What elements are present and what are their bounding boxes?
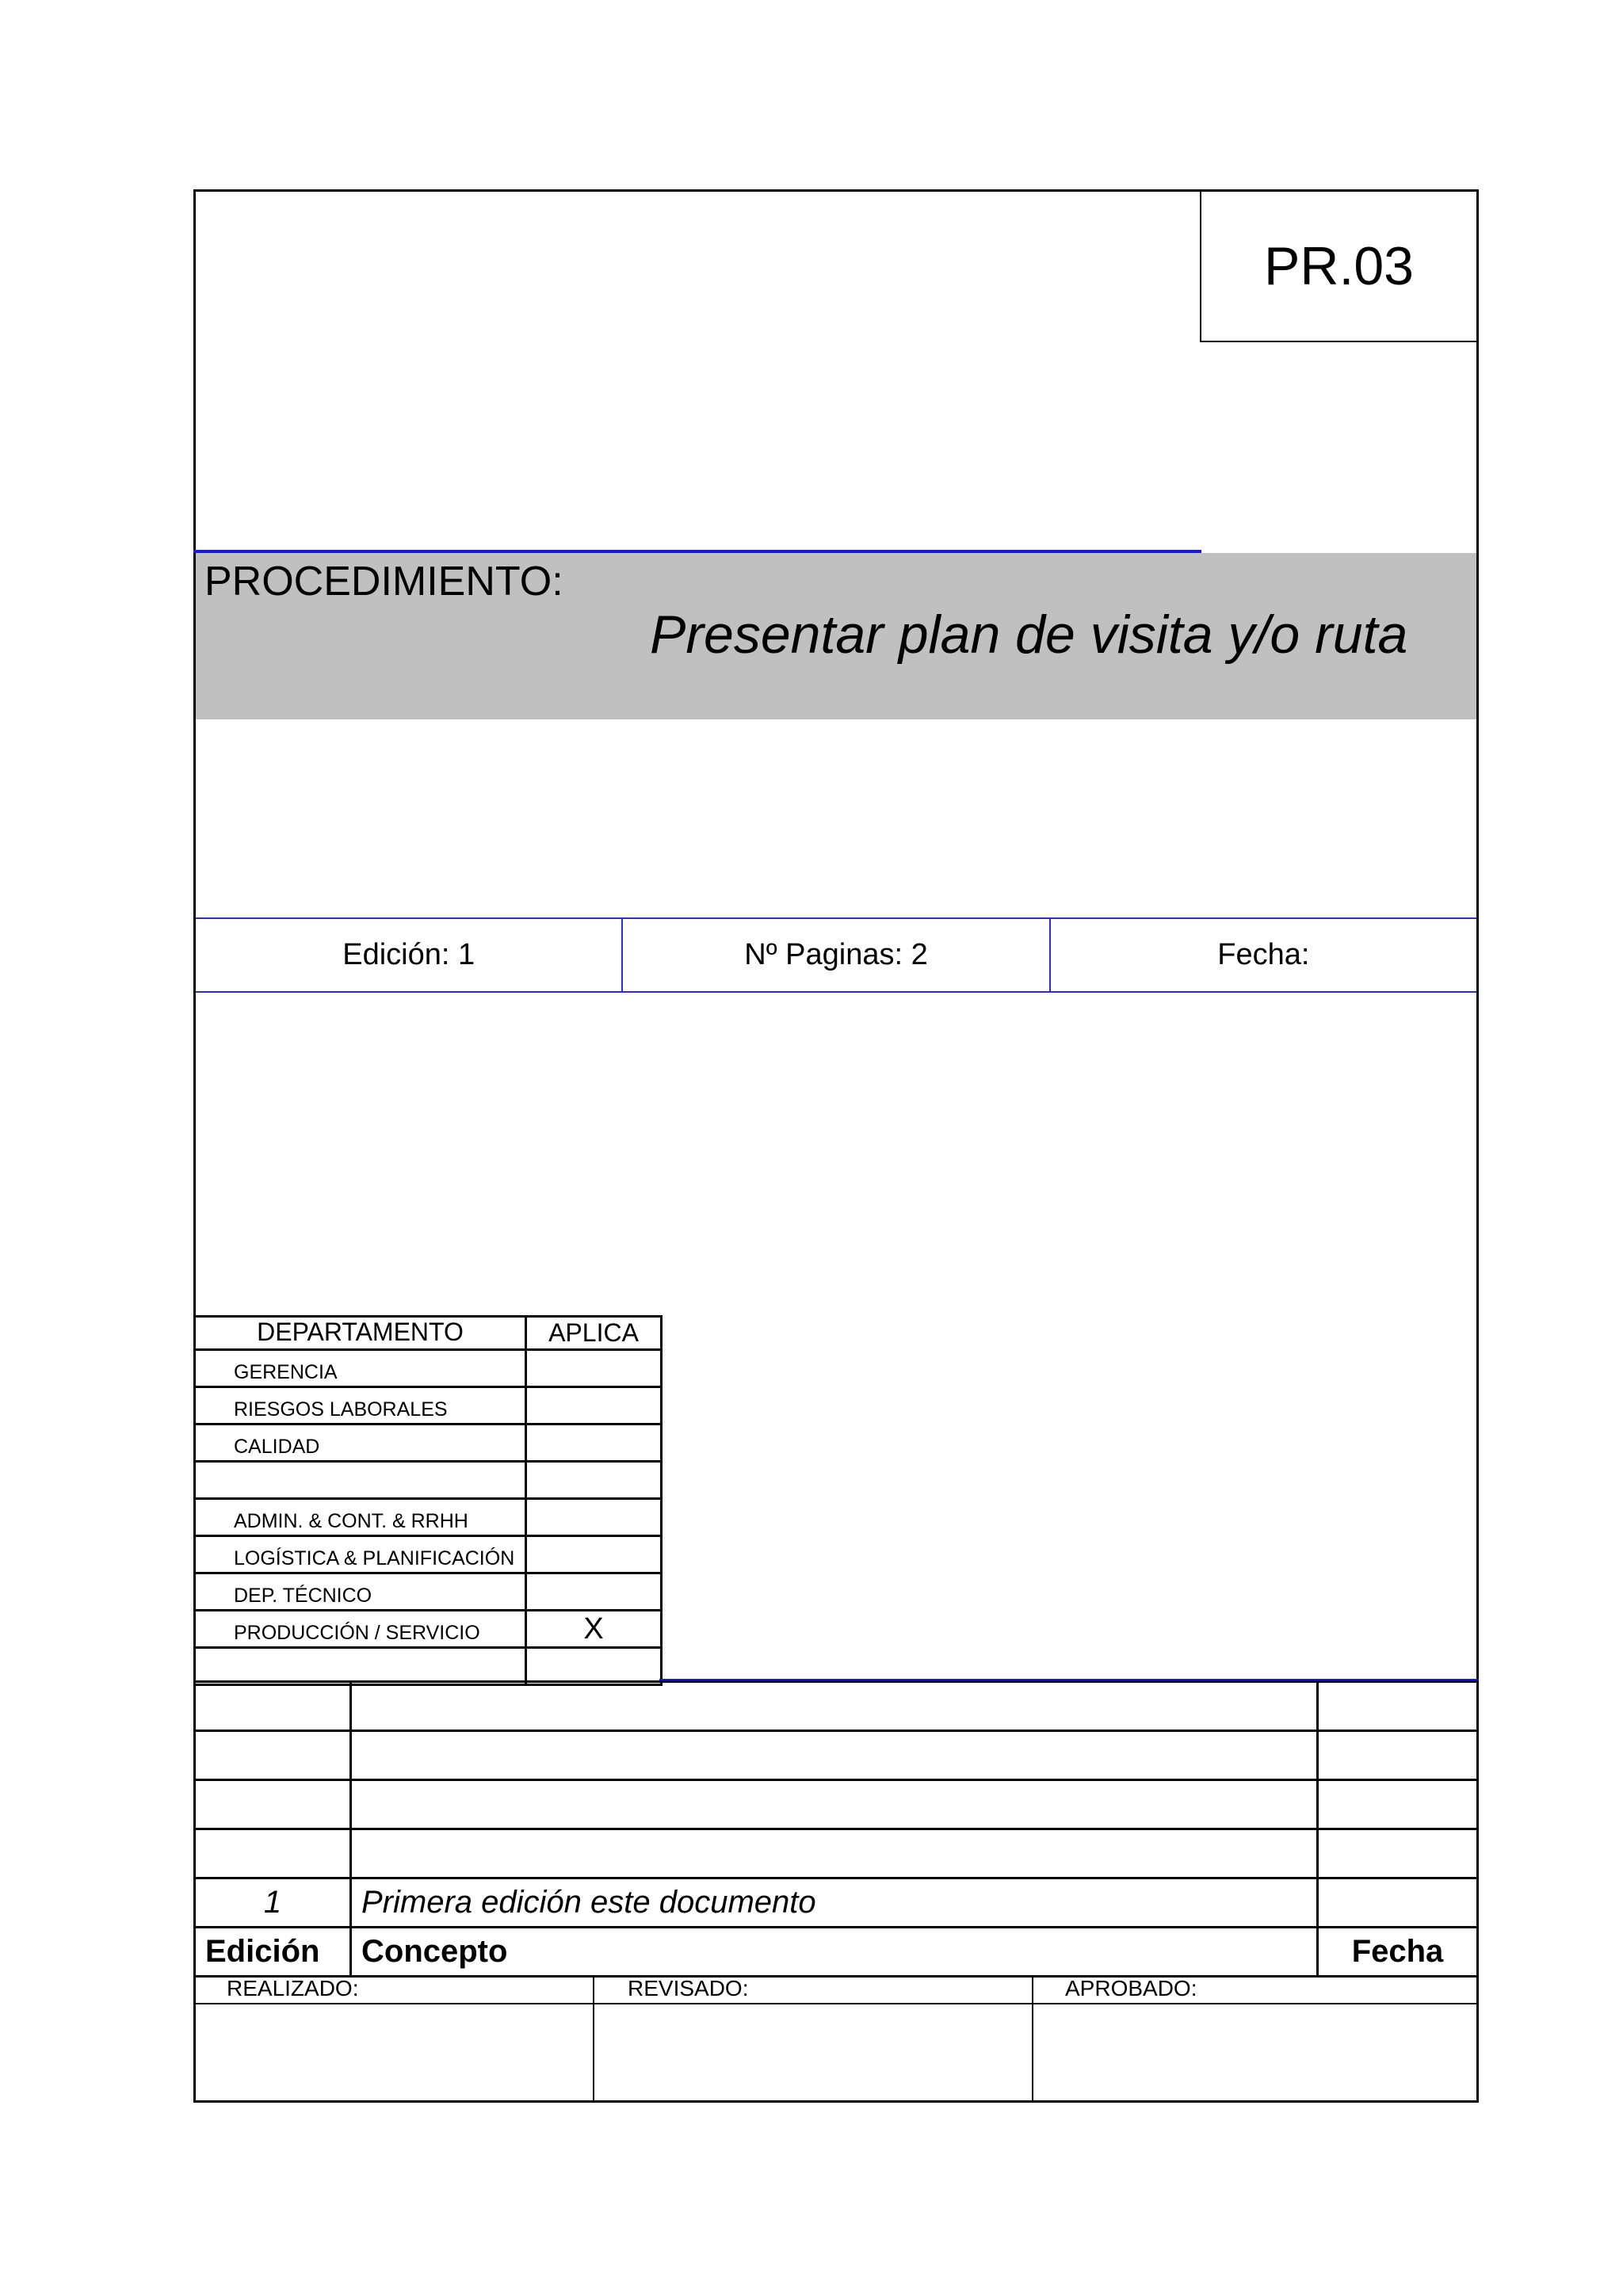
department-applies (526, 1387, 662, 1425)
approved-by-label: APROBADO: (1065, 1976, 1197, 2000)
revision-date (1318, 1829, 1478, 1878)
revision-edition (195, 1780, 351, 1829)
document-meta-row (196, 917, 1476, 993)
signature-block (193, 1976, 1479, 2103)
date-field: Fecha: (1217, 938, 1310, 971)
department-name: DEP. TÉCNICO (195, 1573, 526, 1611)
revisions-header-row (195, 1928, 1478, 1977)
department-name: RIESGOS LABORALES (195, 1387, 526, 1425)
pages-field: Nº Paginas: 2 (623, 919, 1050, 991)
department-applies (526, 1425, 662, 1462)
date-column-header: Fecha (1318, 1928, 1478, 1977)
revision-edition: 1 (195, 1878, 351, 1928)
signature-divider (593, 1976, 594, 2103)
department-applies (526, 1499, 662, 1536)
departments-table (193, 1315, 663, 1686)
table-row (195, 1387, 662, 1425)
department-column-header: DEPARTAMENTO (195, 1317, 526, 1350)
applies-column-header: APLICA (526, 1317, 662, 1350)
revision-date (1318, 1780, 1478, 1829)
procedure-label: PROCEDIMIENTO: (204, 559, 563, 605)
revision-edition (195, 1682, 351, 1731)
table-row (195, 1425, 662, 1462)
signature-header-rule (193, 1976, 1479, 2004)
reviewed-by-label: REVISADO: (628, 1976, 749, 2000)
department-applies (526, 1462, 662, 1499)
department-name (195, 1648, 526, 1685)
revision-concept (351, 1829, 1318, 1878)
department-name: CALIDAD (195, 1425, 526, 1462)
procedure-title: Presentar plan de visita y/o ruta (650, 605, 1408, 665)
department-name: GERENCIA (195, 1350, 526, 1387)
revision-date (1318, 1731, 1478, 1780)
revision-concept (351, 1780, 1318, 1829)
table-row (195, 1780, 1478, 1829)
revision-concept (351, 1682, 1318, 1731)
department-name (195, 1462, 526, 1499)
signature-divider (1032, 1976, 1033, 2103)
revision-edition (195, 1731, 351, 1780)
document-code: PR.03 (1200, 189, 1479, 342)
department-applies (526, 1573, 662, 1611)
revision-concept: Primera edición este documento (351, 1878, 1318, 1928)
department-applies (526, 1648, 662, 1685)
department-name: LOGÍSTICA & PLANIFICACIÓN (195, 1536, 526, 1573)
revision-concept (351, 1731, 1318, 1780)
table-row (195, 1648, 662, 1685)
department-name: PRODUCCIÓN / SERVICIO (195, 1611, 526, 1648)
table-row (195, 1731, 1478, 1780)
concept-column-header: Concepto (351, 1928, 1318, 1977)
table-row (195, 1573, 662, 1611)
table-row (195, 1462, 662, 1499)
table-row (195, 1829, 1478, 1878)
table-row (195, 1682, 1478, 1731)
table-row (195, 1350, 662, 1387)
department-applies (526, 1536, 662, 1573)
table-row (195, 1611, 662, 1648)
table-row (195, 1499, 662, 1536)
departments-header-row (195, 1317, 662, 1350)
made-by-label: REALIZADO: (227, 1976, 359, 2000)
revision-date (1318, 1878, 1478, 1928)
department-applies (526, 1350, 662, 1387)
table-row (195, 1878, 1478, 1928)
revision-date (1318, 1682, 1478, 1731)
department-name: ADMIN. & CONT. & RRHH (195, 1499, 526, 1536)
revisions-table (193, 1680, 1479, 1978)
table-row (195, 1536, 662, 1573)
revision-edition (195, 1829, 351, 1878)
edition-field: Edición: 1 (196, 919, 623, 991)
edition-column-header: Edición (195, 1928, 351, 1977)
department-applies: X (526, 1611, 662, 1648)
